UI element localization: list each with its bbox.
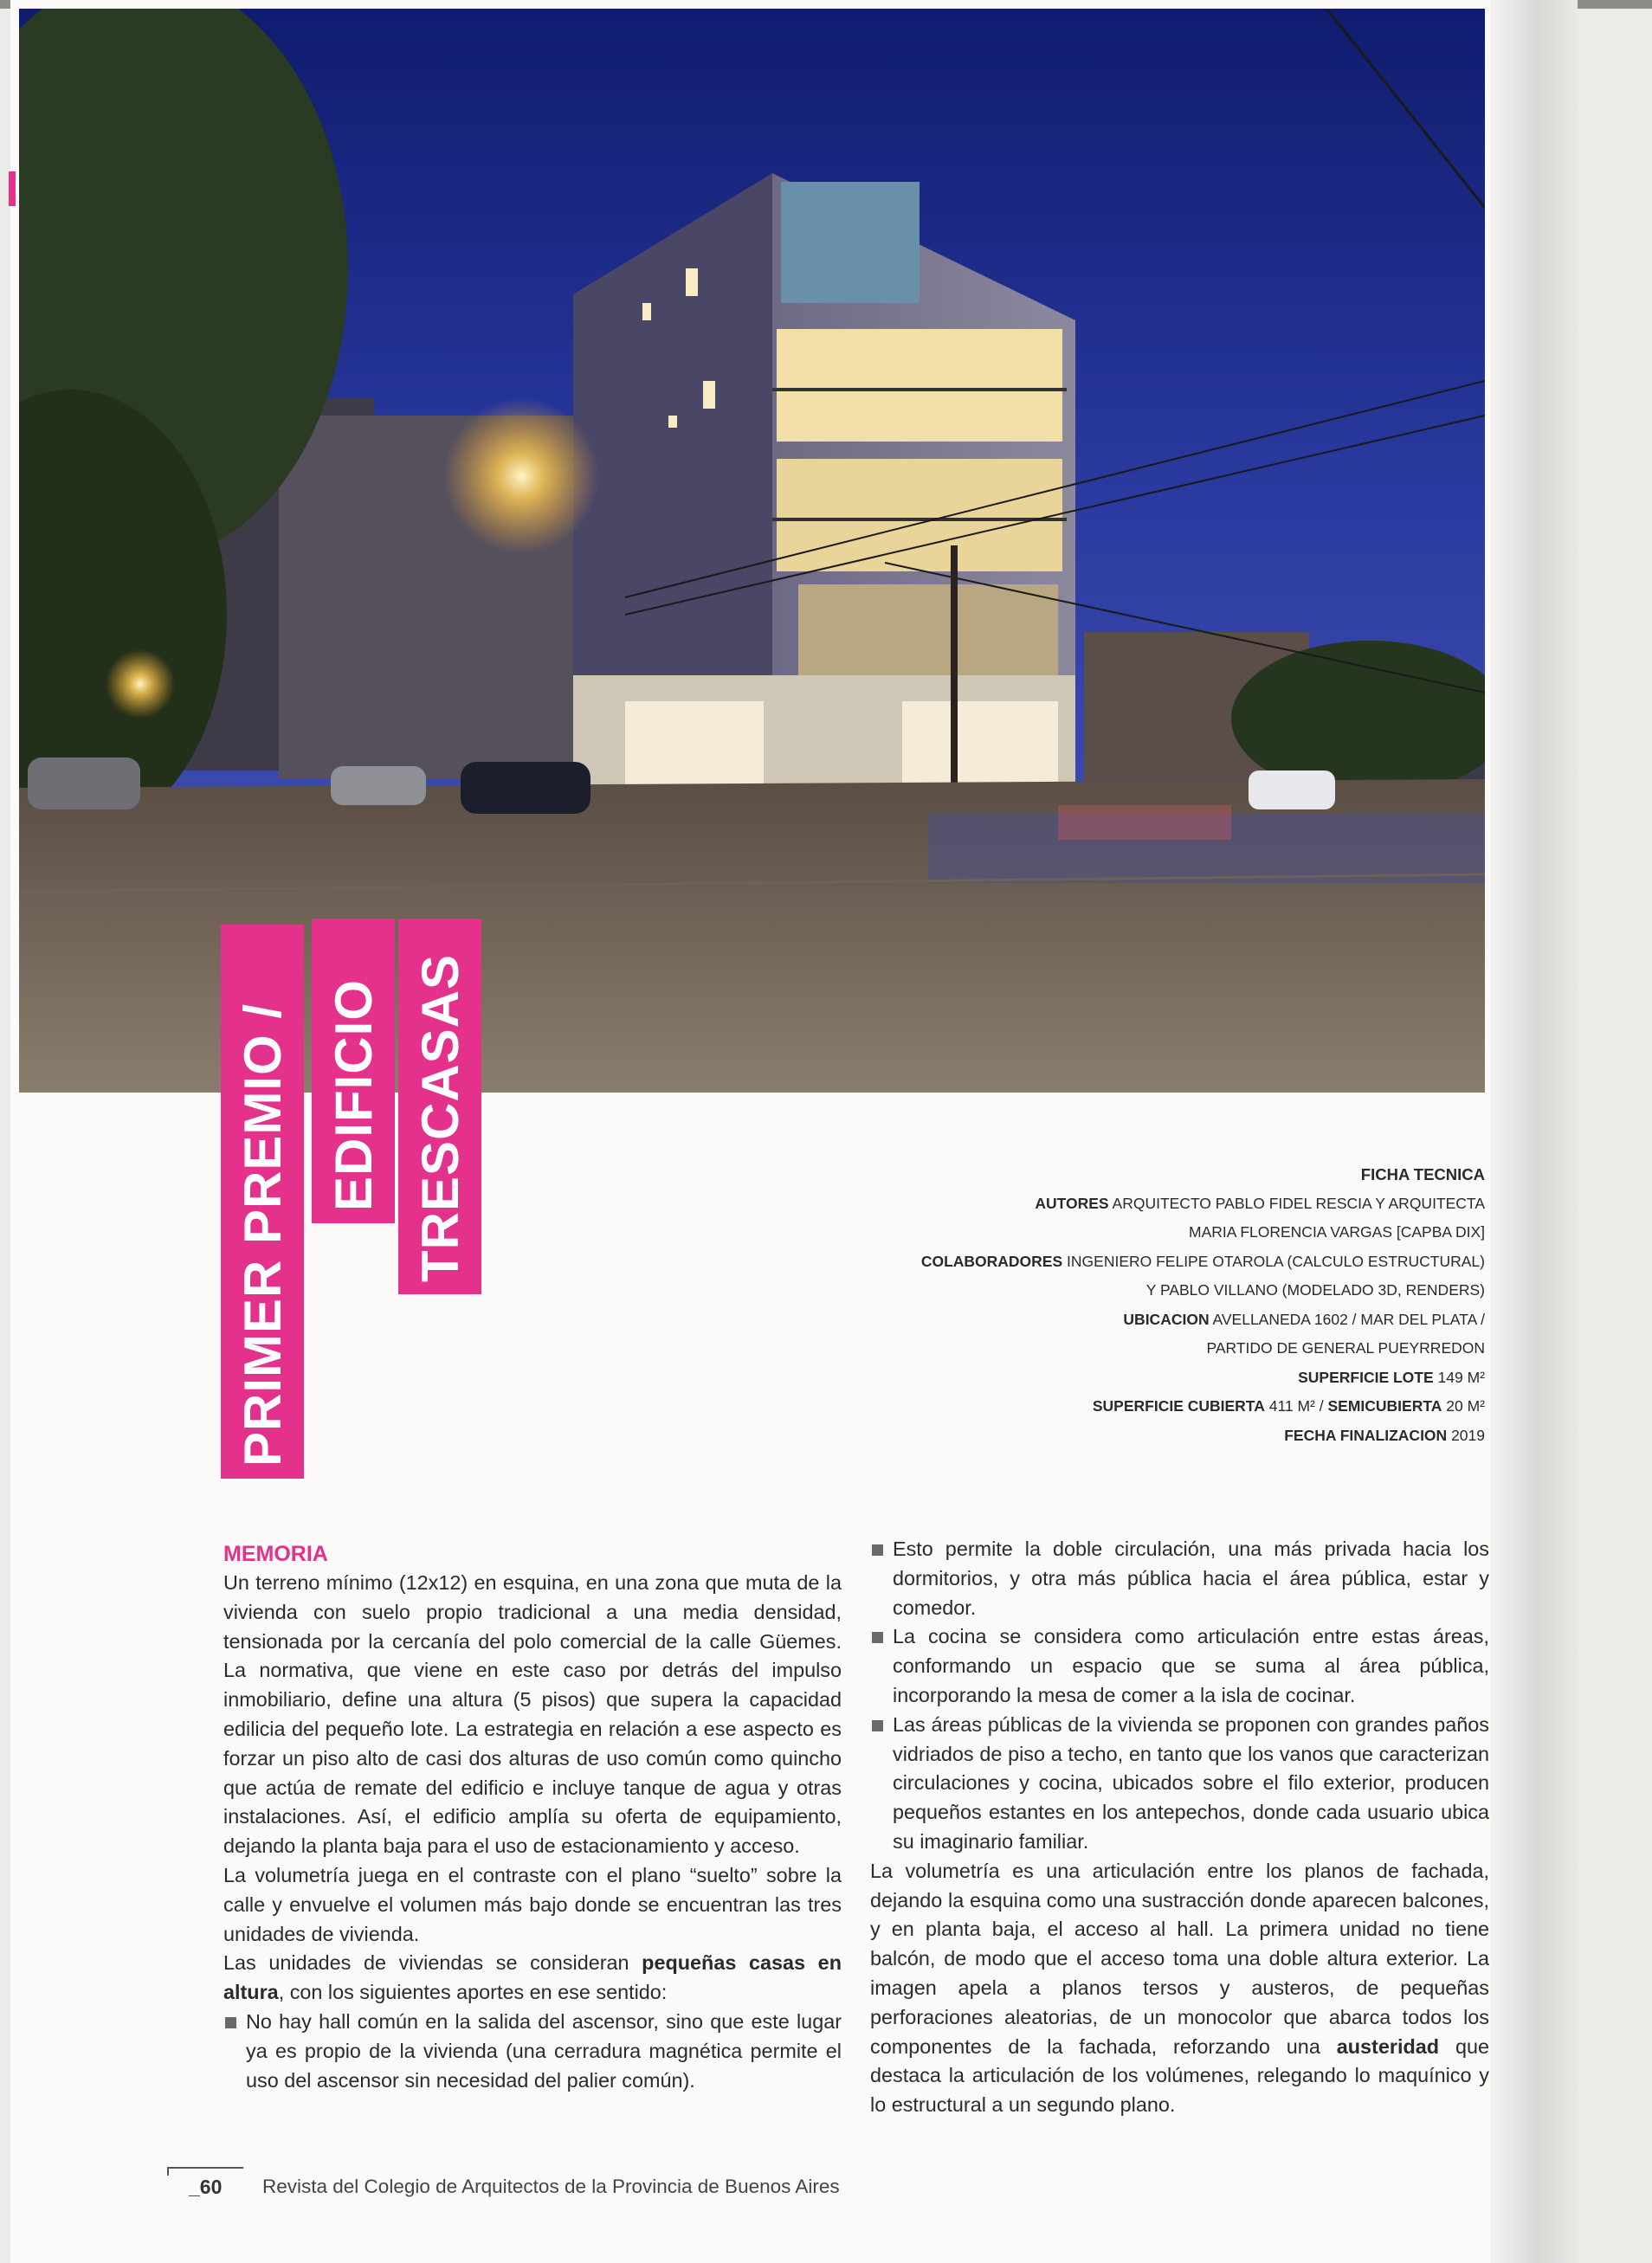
sup-lote-value: 149 M²	[1437, 1368, 1485, 1386]
bullet-item-3	[870, 1711, 1489, 1857]
footer-rule-tick	[167, 2167, 169, 2176]
bullet-item-2	[870, 1622, 1489, 1710]
ficha-colaboradores	[706, 1248, 1485, 1277]
autores-value-2: MARIA FLORENCIA VARGAS [CAPBA DIX]	[1189, 1223, 1485, 1241]
bullet-2-text: La cocina se considera como articulación entre estas áreas, conformando un espacio que se suma al área pública, incorporando la mesa de comer a la isla de cocinar.	[893, 1625, 1489, 1706]
p4-text-c: que destaca la articulación de los volúmenes, relegando lo maquínico y lo estructural a un segundo plano.	[870, 2034, 1489, 2117]
colaboradores-value-1: INGENIERO FELIPE OTAROLA (CALCULO ESTRUCTURAL)	[1067, 1252, 1485, 1270]
colaboradores-value-2: Y PABLO VILLANO (MODELADO 3D, RENDERS)	[1145, 1281, 1485, 1299]
bullet-square-icon	[872, 1544, 883, 1556]
ubicacion-value-2: PARTIDO DE GENERAL PUEYRREDON	[1206, 1339, 1485, 1357]
colaboradores-label: COLABORADORES	[920, 1252, 1063, 1270]
title-edificio	[312, 919, 395, 1223]
ficha-fecha	[706, 1422, 1485, 1451]
fecha-value: 2019	[1451, 1426, 1485, 1444]
memoria-column-1	[223, 1539, 842, 2095]
p3-text-c: , con los siguientes aportes en ese sentido:	[278, 1981, 668, 2004]
bullet-1-text: No hay hall común en la salida del ascensor, sino que este lugar ya es propio de la vivienda (una cerradura magnética permite el uso del ascensor sin necesidad del palier común).	[246, 2009, 842, 2092]
sup-cubierta-label: SUPERFICIE CUBIERTA	[1092, 1397, 1265, 1415]
ficha-superficie-lote	[706, 1364, 1485, 1393]
semicubierta-value: 20 M²	[1446, 1397, 1485, 1415]
ficha-autores	[706, 1190, 1485, 1219]
title-primer-premio	[221, 925, 304, 1479]
ubicacion-label: UBICACION	[1123, 1310, 1210, 1328]
memoria-paragraph-4	[870, 1857, 1489, 2120]
ubicacion-value-1: AVELLANEDA 1602 / MAR DEL PLATA /	[1212, 1310, 1485, 1328]
p4-bold: austeridad	[1336, 2034, 1440, 2058]
bullet-item-1	[223, 2008, 842, 2095]
ficha-superficie-cubierta	[706, 1392, 1485, 1422]
pink-edge-marker	[9, 171, 16, 206]
page-gutter-shadow	[1491, 0, 1578, 2263]
sup-lote-label: SUPERFICIE LOTE	[1298, 1368, 1434, 1386]
sup-cubierta-value: 411 M² /	[1268, 1397, 1324, 1415]
p3-bold: pequeñas casas en altura	[223, 1951, 842, 2004]
title-line-3: TRESCASAS	[410, 953, 469, 1282]
autores-value-1: ARQUITECTO PABLO FIDEL RESCIA Y ARQUITECTA	[1112, 1194, 1485, 1212]
title-line-2: EDIFICIO	[324, 978, 383, 1211]
bullet-1-cont-text: Esto permite la doble circulación, una más privada hacia los dormitorios, y otra más pública hacia el área pública, estar y comedor.	[893, 1538, 1489, 1619]
memoria-paragraph-1: Un terreno mínimo (12x12) en esquina, en una zona que muta de la vivienda con suelo propio tradicional a una media densidad, tensionada por la cercanía del polo comercial de la calle Güemes. La normativa, que viene en este caso por detrás del impulso inmobiliario, define una altura (5 pisos) que supera la capacidad edilicia del pequeño lote. La estrategia en relación a ese aspecto es forzar un piso alto de casi dos alturas de uso común como quincho que actúa de remate del edificio e incluye tanque de agua y otras instalaciones. Así, el edificio amplía su oferta de equipamiento, dejando la planta baja para el uso de estacionamiento y acceso.	[223, 1571, 842, 1858]
memoria-paragraph-2: La volumetría juega en el contraste con el plano “suelto” sobre la calle y envuelve el volumen más bajo donde se encuentran las tres unidades de vivienda.	[223, 1863, 842, 1945]
ficha-tecnica	[706, 1160, 1485, 1450]
bullet-square-icon	[225, 2017, 236, 2028]
title-trescasas	[398, 919, 481, 1294]
autores-label: AUTORES	[1035, 1194, 1109, 1212]
bullet-item-1-cont	[870, 1535, 1489, 1622]
memoria-column-2	[870, 1535, 1489, 2120]
footer-rule	[167, 2167, 243, 2169]
page-number: _60	[189, 2176, 223, 2198]
fecha-label: FECHA FINALIZACION	[1284, 1426, 1448, 1444]
bullet-square-icon	[872, 1632, 883, 1643]
ficha-ubicacion	[706, 1306, 1485, 1335]
bullet-3-text: Las áreas públicas de la vivienda se proponen con grandes paños vidriados de piso a techo, en tanto que los vanos que caracterizan circulaciones y cocina, ubicados sobre el filo exterior, producen pequeños estantes en los antepechos, donde cada usuario ubica su imaginario familiar.	[893, 1712, 1489, 1853]
title-line-1: PRIMER PREMIO /	[233, 1003, 292, 1467]
bullet-square-icon	[872, 1720, 883, 1731]
magazine-name: Revista del Colegio de Arquitectos de la Provincia de Buenos Aires	[262, 2176, 840, 2197]
p4-text-a: La volumetría es una articulación entre los planos de fachada, dejando la esquina como una sustracción donde aparecen balcones, y en planta baja, el acceso al hall. La primera unidad no tiene balcón, de modo que el acceso toma una doble altura exterior. La imagen apela a planos tersos y austeros, de pequeñas perforaciones aleatorias, de un monocolor que abarca todos los componentes de la fachada, reforzando una	[870, 1859, 1489, 2058]
ficha-heading: FICHA TECNICA	[1360, 1165, 1485, 1183]
semicubierta-label: SEMICUBIERTA	[1327, 1397, 1442, 1415]
memoria-heading: MEMORIA	[223, 1542, 328, 1566]
memoria-paragraph-3	[223, 1949, 842, 2008]
p3-text-a: Las unidades de viviendas se consideran	[223, 1951, 642, 1975]
